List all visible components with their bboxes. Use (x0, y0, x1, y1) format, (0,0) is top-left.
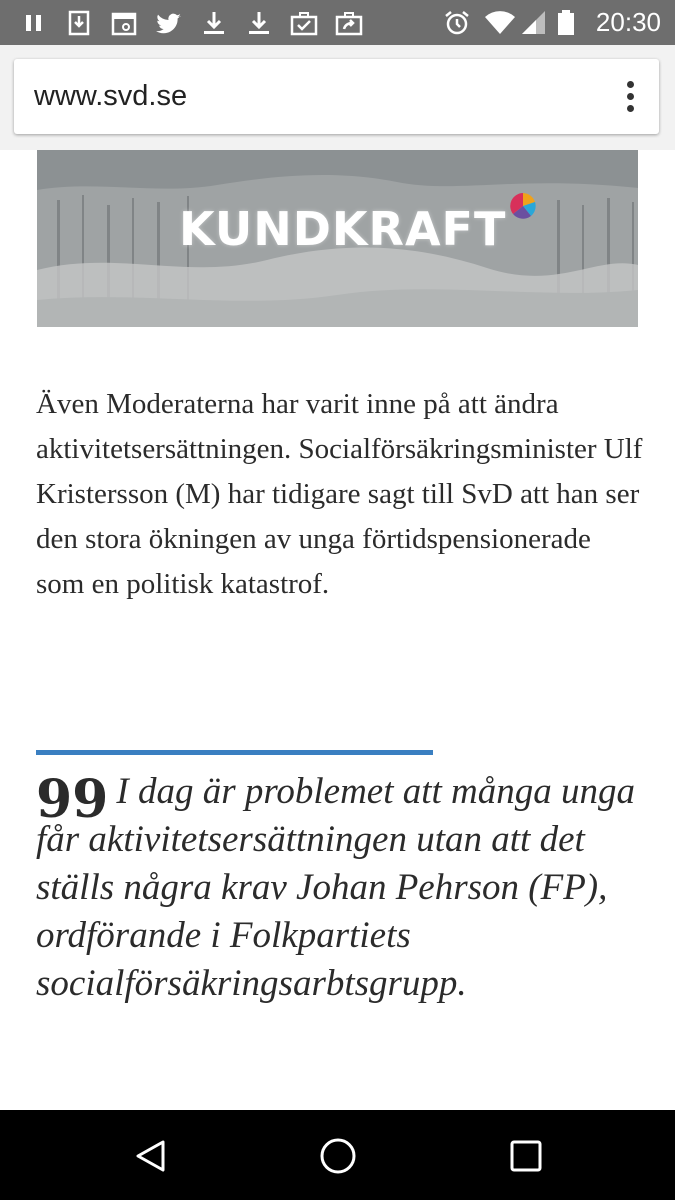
system-navigation-bar (0, 1110, 675, 1200)
kundkraft-logo-icon (509, 192, 537, 220)
download-icon (200, 9, 228, 37)
pull-quote (36, 768, 646, 1008)
quote-accent-rule (36, 750, 433, 755)
address-bar[interactable] (14, 59, 659, 134)
download-box-icon (65, 9, 93, 37)
home-circle-icon[interactable] (318, 1136, 358, 1176)
check-briefcase-icon (290, 9, 318, 37)
page-content (0, 150, 675, 1110)
back-triangle-icon[interactable] (130, 1136, 170, 1176)
alarm-icon (443, 9, 471, 37)
ad-banner[interactable] (37, 150, 638, 327)
pause-icon (20, 9, 48, 37)
quote-mark-icon: 99 (36, 769, 109, 830)
article-paragraph: Även Moderaterna har varit inne på att ändra aktivitetsersättningen. Socialförsäkringsminister Ulf Kristersson (M) har tidigare sagt till SvD att han ser den stora ökningen av unga förtidspensionerade som en politisk katastrof. (36, 388, 643, 600)
download-icon (245, 9, 273, 37)
signal-icon (520, 9, 548, 37)
status-time: 20:30 (595, 7, 661, 37)
pull-quote-text: I dag är problemet att många unga får aktivitetsersättningen utan att det ställs några krav Johan Pehrson (FP), ordförande i Folkpartiets socialförsäkringsarbtsgrupp. (36, 771, 636, 1004)
url-text[interactable]: www.svd.se (34, 80, 188, 112)
share-briefcase-icon (335, 9, 363, 37)
recents-square-icon[interactable] (506, 1136, 546, 1176)
status-bar (0, 0, 675, 45)
wifi-icon (484, 9, 516, 37)
calendar-icon (110, 9, 138, 37)
ad-logo-text: KUNDKRAFT (179, 202, 507, 256)
overflow-menu-icon[interactable] (625, 81, 635, 113)
twitter-icon (155, 9, 183, 37)
battery-icon (556, 9, 576, 37)
browser-toolbar (0, 45, 675, 150)
